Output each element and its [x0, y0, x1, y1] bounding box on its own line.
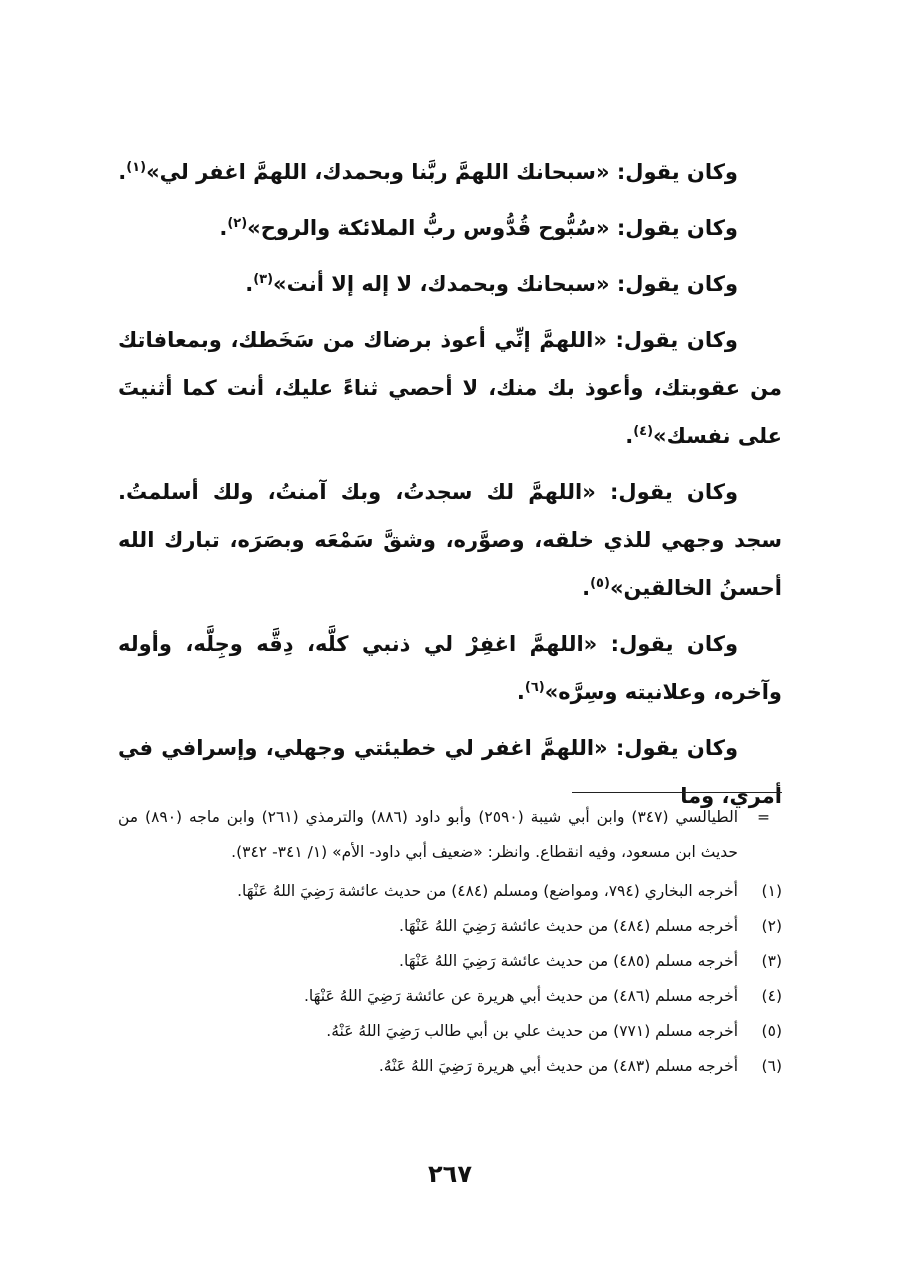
footnote-4 — [118, 979, 782, 1014]
paragraph-1 — [118, 148, 782, 196]
footnote-ref: (٦) — [524, 680, 545, 695]
paragraph-text: وكان يقول: «سبحانك اللهمَّ ربَّنا وبحمدك، اللهمَّ اغفر لي» — [146, 160, 738, 184]
footnote-text: أخرجه مسلم (٧٧١) من حديث علي بن أبي طالب رَضِيَ اللهُ عَنْهُ. — [326, 1022, 738, 1040]
footnote-6 — [118, 1049, 782, 1084]
footnote-number: (٥) — [761, 1022, 782, 1040]
paragraph-end: . — [625, 424, 634, 448]
paragraph-end: . — [516, 680, 525, 704]
footnote-1 — [118, 874, 782, 909]
page-number: ٢٦٧ — [428, 1160, 472, 1188]
footnote-2 — [118, 909, 782, 944]
footnote-text: أخرجه مسلم (٤٨٦) من حديث أبي هريرة عن عائشة رَضِيَ اللهُ عَنْهَا. — [303, 987, 738, 1005]
paragraph-end: . — [118, 160, 127, 184]
paragraph-end: . — [582, 576, 591, 600]
paragraph-3 — [118, 260, 782, 308]
footnote-ref: (٥) — [590, 576, 610, 591]
footnote-text: الطيالسي (٣٤٧) وابن أبي شيبة (٢٥٩٠) وأبو داود (٨٨٦) والترمذي (٢٦١) وابن ماجه (٨٩٠) من حديث ابن مسعود، وفيه انقطاع. وانظر: «ضعيف أبي داود- الأم» (١/ ٣٤١- ٣٤٢). — [118, 808, 739, 861]
footnote-text: أخرجه البخاري (٧٩٤، ومواضع) ومسلم (٤٨٤) من حديث عائشة رَضِيَ اللهُ عَنْهَا. — [237, 882, 738, 900]
footnote-text: أخرجه مسلم (٤٨٥) من حديث عائشة رَضِيَ اللهُ عَنْهَا. — [399, 952, 738, 970]
footnote-3 — [118, 944, 782, 979]
footnote-continuation — [118, 800, 782, 870]
paragraph-4 — [118, 316, 782, 460]
paragraph-text: وكان يقول: «سبحانك وبحمدك، لا إله إلا أنت» — [273, 272, 738, 296]
main-text — [118, 148, 782, 828]
paragraph-6 — [118, 620, 782, 716]
paragraph-text: وكان يقول: «اللهمَّ اغفِرْ لي ذنبي كلَّه، دِقَّه وجِلَّه، وأوله وآخره، وعلانيته وسِرَّه» — [118, 632, 782, 704]
footnote-number: (١) — [761, 882, 782, 900]
footnote-text: أخرجه مسلم (٤٨٣) من حديث أبي هريرة رَضِيَ اللهُ عَنْهُ. — [378, 1057, 738, 1075]
footnote-number: (٢) — [761, 917, 782, 935]
footnote-separator — [572, 792, 782, 793]
footnote-number: (٦) — [761, 1057, 782, 1075]
footnotes — [118, 800, 782, 1084]
continuation-mark: = — [757, 808, 770, 826]
paragraph-text: وكان يقول: «اللهمَّ اغفر لي خطيئتي وجهلي، وإسرافي في أمري، وما — [118, 736, 782, 808]
paragraph-5 — [118, 468, 782, 612]
footnote-number: (٤) — [761, 987, 782, 1005]
footnote-ref: (٤) — [633, 424, 654, 439]
footnote-ref: (٢) — [227, 216, 248, 231]
footnote-ref: (١) — [126, 160, 147, 175]
paragraph-text: وكان يقول: «اللهمَّ لك سجدتُ، وبك آمنتُ، ولك أسلمتُ. سجد وجهي للذي خلقه، وصوَّره، وشقَّ سَمْعَه وبصَرَه، تبارك الله أحسنُ الخالقين» — [118, 480, 782, 600]
paragraph-text: وكان يقول: «اللهمَّ إنِّي أعوذ برضاك من سَخَطك، وبمعافاتك من عقوبتك، وأعوذ بك منك، لا أحصي ثناءً عليك، أنت كما أثنيتَ على نفسك» — [118, 328, 782, 448]
paragraph-end: . — [245, 272, 254, 296]
paragraph-text: وكان يقول: «سُبُّوح قُدُّوس ربُّ الملائكة والروح» — [247, 216, 738, 240]
footnote-5 — [118, 1014, 782, 1049]
paragraph-end: . — [219, 216, 228, 240]
footnote-number: (٣) — [761, 952, 782, 970]
footnote-text: أخرجه مسلم (٤٨٤) من حديث عائشة رَضِيَ اللهُ عَنْهَا. — [399, 917, 738, 935]
paragraph-2 — [118, 204, 782, 252]
footnote-ref: (٣) — [253, 272, 274, 287]
